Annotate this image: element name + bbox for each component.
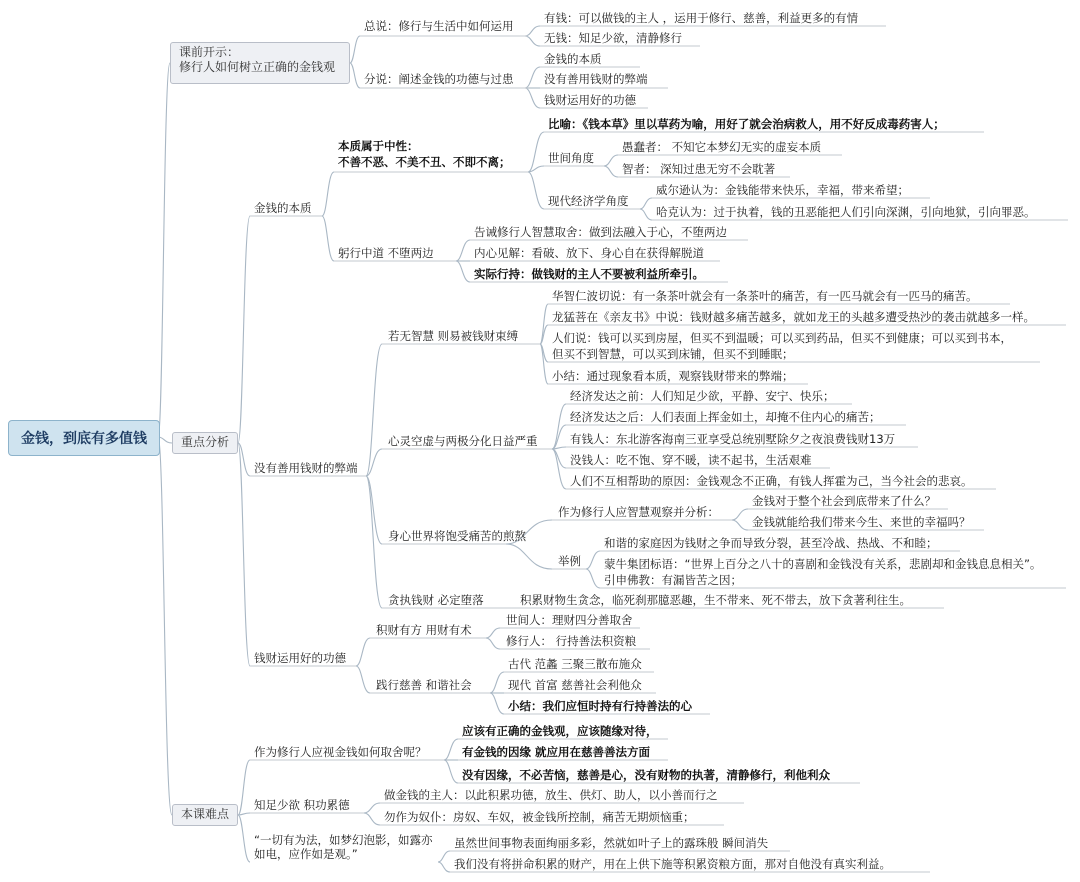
node-r2[interactable]: 龙猛菩在《亲友书》中说：钱财越多痛苦越多，就如龙王的头越多遭受热沙的袭击就越多一样。 bbox=[552, 310, 1035, 324]
connector-curve bbox=[540, 304, 548, 344]
connector-curve bbox=[586, 569, 600, 588]
node-t1[interactable]: 积累财物生贪念，临死刹那臆恶趣，生不带来、死不带去，放下贪著利往生。 bbox=[520, 593, 911, 607]
node-x4[interactable]: 没钱人：吃不饱、穿不暖，读不起书，生活艰难 bbox=[570, 453, 812, 467]
connector-curve bbox=[438, 862, 450, 872]
node-wuqian[interactable]: 无钱：知足少欲，清静修行 bbox=[544, 31, 682, 45]
node-g3[interactable]: 实际行持：做钱财的主人不要被利益所牵引。 bbox=[474, 267, 704, 281]
node-jc2[interactable]: 现代 首富 慈善社会利他众 bbox=[508, 678, 642, 692]
branch-preclass-sub: 修行人如何树立正确的金钱观 bbox=[179, 60, 336, 74]
root-label: 金钱，到底有多值钱 bbox=[21, 431, 147, 447]
node-verse[interactable]: “一切有为法，如梦幻泡影，如露亦如电，应作如是观。” bbox=[254, 833, 433, 861]
node-q2[interactable]: 有金钱的因缘 就应用在慈善善法方面 bbox=[462, 745, 651, 759]
node-charity[interactable]: 践行慈善 和谐社会 bbox=[376, 678, 472, 692]
connector-curve bbox=[732, 520, 748, 530]
connector-curve bbox=[158, 437, 172, 815]
node-z1[interactable]: 做金钱的主人：以此积累功德，放生、供灯、助人，以小善而行之 bbox=[384, 788, 718, 802]
node-worldly[interactable]: 世间角度 bbox=[548, 151, 594, 165]
branch-preclass[interactable] bbox=[170, 42, 350, 84]
node-suffering[interactable]: 身心世界将饱受痛苦的煎熬 bbox=[388, 529, 526, 543]
node-g1-dew[interactable]: 虽然世间事物表面绚丽多彩，然就如叶子上的露珠般 瞬间消失 bbox=[454, 836, 769, 850]
node-z2[interactable]: 勿作为奴仆：房奴、车奴，被金钱所控制，痛苦无期烦恼重； bbox=[384, 810, 695, 824]
node-sa1[interactable]: 金钱对于整个社会到底带来了什么？ bbox=[752, 494, 936, 508]
node-neutral-1[interactable]: 本质属于中性： bbox=[338, 139, 419, 153]
branch-key-analysis[interactable] bbox=[172, 432, 238, 454]
node-contentment[interactable]: 知足少欲 积功累德 bbox=[254, 798, 350, 812]
connector-curve bbox=[444, 760, 458, 783]
connector-curve bbox=[238, 760, 250, 815]
node-neutral-2[interactable]: 不善不恶、不美不丑、不即不离； bbox=[338, 155, 511, 169]
connector-curve bbox=[540, 344, 548, 384]
node-f2[interactable]: 没有善用钱财的弊端 bbox=[544, 72, 648, 86]
node-g1[interactable]: 告诫修行人智慧取舍：做到法融入于心，不堕两边 bbox=[474, 225, 727, 239]
node-r3a[interactable]: 人们说：钱可以买到房屋，但买不到温暖；可以买到药品，但买不到健康；可以买到书本， bbox=[552, 331, 1012, 345]
node-wilson[interactable]: 威尔逊认为：金钱能带来快乐，幸福，带来希望； bbox=[656, 183, 909, 197]
connector-curve bbox=[586, 551, 600, 569]
connector-curve bbox=[364, 813, 380, 825]
branch-preclass-title: 课前开示： bbox=[179, 45, 240, 59]
node-fenshuo[interactable]: 分说：阐述金钱的功德与过患 bbox=[364, 72, 514, 86]
connector-curve bbox=[506, 544, 552, 569]
node-hayek[interactable]: 哈克认为：过于执着，钱的丑恶能把人们引向深渊，引向地狱，引向罪恶。 bbox=[656, 205, 1036, 219]
connector-curve bbox=[444, 739, 458, 760]
node-x2[interactable]: 经济发达之后：人们表面上挥金如土，却掩不住内心的痛苦； bbox=[570, 410, 881, 424]
node-observe[interactable]: 作为修行人应智慧观察并分析： bbox=[558, 505, 719, 519]
connector-curve bbox=[490, 693, 504, 714]
node-merit[interactable]: 钱财运用好的功德 bbox=[254, 651, 346, 665]
node-greed[interactable]: 贪执钱财 必定堕落 bbox=[388, 593, 484, 607]
node-x3[interactable]: 有钱人：东北游客海南三亚享受总统别墅除夕之夜浪费钱财13万 bbox=[570, 432, 896, 446]
node-wise[interactable]: 智者： 深知过患无穷不会耽著 bbox=[622, 162, 776, 176]
node-zongshuo[interactable]: 总说：修行与生活中如何运用 bbox=[364, 19, 514, 33]
node-emptiness[interactable]: 心灵空虚与两极分化日益严重 bbox=[388, 434, 538, 448]
connector-curve bbox=[238, 216, 250, 443]
connector-curve bbox=[350, 63, 360, 88]
connector-curve bbox=[525, 26, 540, 36]
node-bound[interactable]: 若无智慧 则易被钱财束缚 bbox=[388, 329, 519, 343]
connector-curve bbox=[486, 628, 500, 638]
node-jc1[interactable]: 古代 范蠡 三聚三散布施众 bbox=[508, 657, 642, 671]
connector-curve bbox=[364, 803, 380, 813]
node-f3[interactable]: 钱财运用好的功德 bbox=[544, 93, 636, 107]
node-g2[interactable]: 内心见解：看破、放下、身心自在获得解脱道 bbox=[474, 246, 704, 260]
connector-curve bbox=[322, 172, 334, 216]
connector-curve bbox=[490, 672, 504, 693]
node-r1[interactable]: 华智仁波切说：有一条茶叶就会有一条茶叶的痛苦，有一匹马就会有一匹马的痛苦。 bbox=[552, 289, 978, 303]
branch-key-label: 重点分析 bbox=[181, 435, 230, 449]
connector-curve bbox=[486, 638, 500, 649]
connector-curve bbox=[525, 36, 540, 46]
node-middle-way[interactable]: 躬行中道 不堕两边 bbox=[338, 246, 434, 260]
node-r4[interactable]: 小结：通过现象看本质，观察钱财带来的弊端； bbox=[552, 369, 794, 383]
connector-curve bbox=[525, 88, 540, 108]
connector-curve bbox=[552, 449, 566, 489]
root-topic[interactable] bbox=[8, 420, 160, 456]
connector-curve bbox=[350, 36, 360, 63]
connector-curve bbox=[366, 344, 382, 476]
connector-curve bbox=[456, 240, 470, 261]
connector-curve bbox=[322, 216, 334, 261]
node-j2[interactable]: 蒙牛集团标语：“世界上百分之八十的喜剧和金钱没有关系，悲剧却和金钱息息相关”。 bbox=[604, 557, 1042, 571]
node-wealth-method[interactable]: 积财有方 用财有术 bbox=[376, 623, 472, 637]
node-q1[interactable]: 应该有正确的金钱观，应该随缘对待， bbox=[462, 724, 658, 738]
connector-curve bbox=[604, 155, 618, 166]
node-jc3[interactable]: 小结：我们应恒时持有行持善法的心 bbox=[508, 699, 692, 713]
connector-curve bbox=[238, 815, 250, 862]
connector-curve bbox=[238, 443, 250, 666]
node-r3b[interactable]: 但买不到智慧，可以买到床铺，但买不到睡眠； bbox=[552, 347, 794, 361]
node-metaphor[interactable]: 比喻：《钱本草》里以草药为喻，用好了就会治病救人，用不好反成毒药害人； bbox=[548, 117, 945, 131]
connector-curve bbox=[356, 638, 370, 666]
node-econ[interactable]: 现代经济学角度 bbox=[548, 194, 629, 208]
connector-curve bbox=[158, 437, 172, 443]
connector-curve bbox=[604, 166, 618, 177]
node-essence[interactable]: 金钱的本质 bbox=[254, 201, 312, 215]
node-jy1[interactable]: 世间人：理财四分善取舍 bbox=[506, 613, 633, 627]
node-fool[interactable]: 愚蠢者： 不知它本梦幻无实的虚妄本质 bbox=[622, 140, 822, 154]
connector-curve bbox=[366, 476, 382, 544]
node-question[interactable]: 作为修行人应视金钱如何取舍呢？ bbox=[254, 745, 427, 759]
branch-difficulty[interactable] bbox=[172, 804, 238, 826]
connector-curve bbox=[528, 172, 544, 209]
node-j3[interactable]: 引申佛教：有漏皆苦之因； bbox=[604, 573, 742, 587]
node-q3[interactable]: 没有因缘，不必苦恼，慈善是心，没有财物的执著，清静修行，利他利众 bbox=[462, 768, 830, 782]
connector-curve bbox=[356, 666, 370, 693]
node-youqian[interactable]: 有钱：可以做钱的主人 ，运用于修行、慈善，利益更多的有情 bbox=[544, 11, 859, 25]
node-jy2[interactable]: 修行人： 行持善法积资粮 bbox=[506, 634, 637, 648]
connector-curve bbox=[732, 509, 748, 520]
node-x5[interactable]: 人们不互相帮助的原因：金钱观念不正确，有钱人挥霍为己，当今社会的悲哀。 bbox=[570, 474, 973, 488]
connector-curve bbox=[640, 198, 652, 209]
node-g2-wealth[interactable]: 我们没有将拼命积累的财产，用在上供下施等积累资粮方面，那对自他没有真实利益。 bbox=[454, 857, 891, 871]
node-x1[interactable]: 经济发达之前：人们知足少欲，平静、安宁、快乐； bbox=[570, 389, 835, 403]
node-harm[interactable]: 没有善用钱财的弊端 bbox=[254, 461, 358, 475]
branch-difficulty-label: 本课难点 bbox=[181, 807, 230, 821]
node-examples[interactable]: 举例 bbox=[558, 554, 581, 568]
node-j1[interactable]: 和谐的家庭因为钱财之争而导致分裂，甚至冷战、热战、不和睦； bbox=[604, 536, 938, 550]
connector-curve bbox=[158, 63, 170, 437]
connector-curve bbox=[525, 67, 540, 88]
connector-curve bbox=[438, 851, 450, 862]
node-sa2[interactable]: 金钱就能给我们带来今生、来世的幸福吗？ bbox=[752, 515, 971, 529]
connector-curve bbox=[640, 209, 652, 220]
connector-curve bbox=[456, 261, 470, 282]
node-f1[interactable]: 金钱的本质 bbox=[544, 52, 602, 66]
